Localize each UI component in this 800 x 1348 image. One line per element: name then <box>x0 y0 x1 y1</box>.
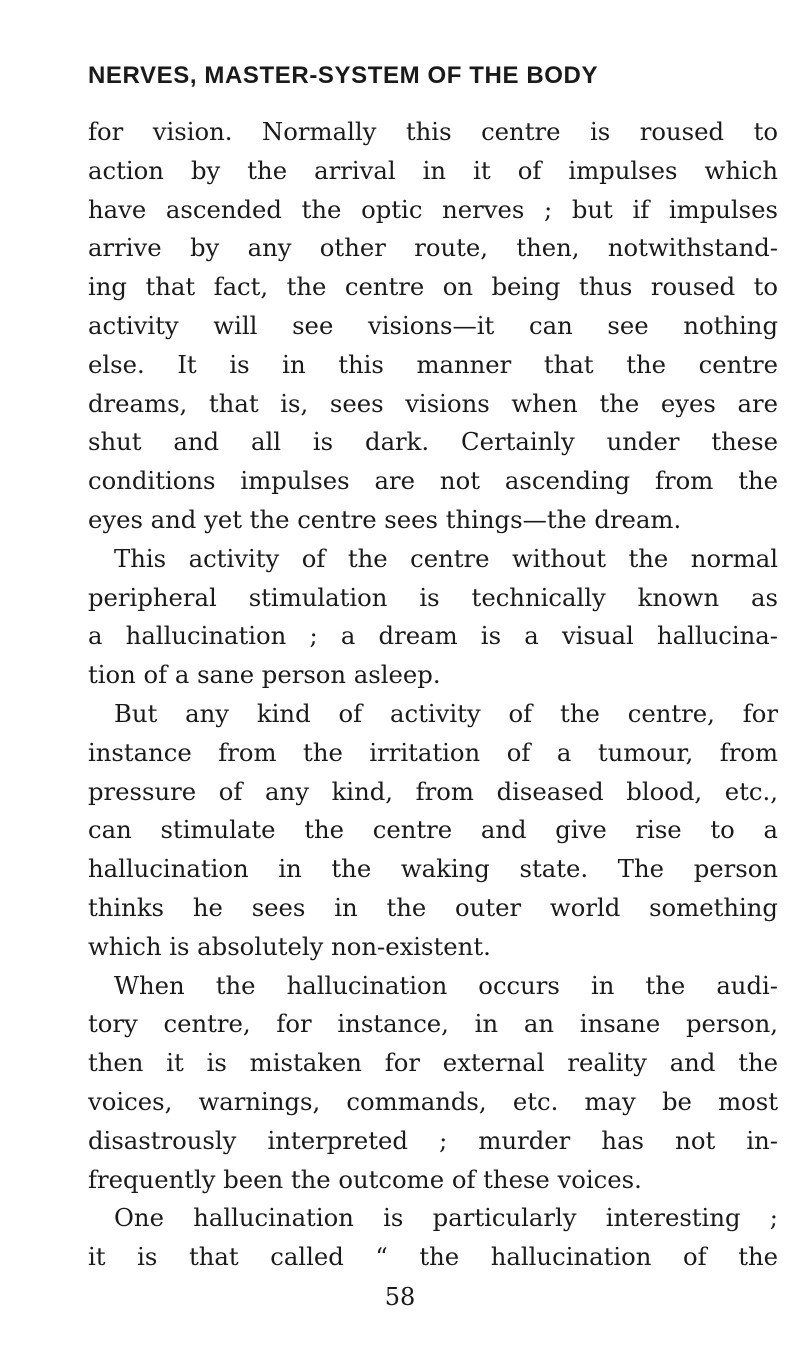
text-line: conditions impulses are not ascending from the <box>88 466 778 496</box>
text-line: hallucination in the waking state. The person <box>88 854 778 884</box>
text-line: arrive by any other route, then, notwithstand- <box>88 233 778 263</box>
text-line: which is absolutely non-existent. <box>88 931 491 961</box>
text-line: tory centre, for instance, in an insane person, <box>88 1009 778 1039</box>
text-line: then it is mistaken for external reality and the <box>88 1048 778 1078</box>
text-line: dreams, that is, sees visions when the eyes are <box>88 388 778 418</box>
text-line: thinks he sees in the outer world something <box>88 892 778 922</box>
text-line: shut and all is dark. Certainly under these <box>88 427 778 457</box>
text-line: eyes and yet the centre sees things—the dream. <box>88 504 682 534</box>
text-line: activity will see visions—it can see nothing <box>88 310 778 340</box>
text-line: frequently been the outcome of these voices. <box>88 1164 642 1194</box>
text-line: voices, warnings, commands, etc. may be most <box>88 1086 778 1116</box>
text-line: a hallucination ; a dream is a visual hallucina- <box>88 621 778 651</box>
text-line: for vision. Normally this centre is roused to <box>88 117 778 146</box>
text-line: One hallucination is particularly interesting ; <box>114 1203 778 1233</box>
text-line: ing that fact, the centre on being thus roused to <box>88 272 778 302</box>
text-line: instance from the irritation of a tumour, from <box>88 737 778 767</box>
page-number: 58 <box>384 1283 416 1311</box>
text-line: disastrously interpreted ; murder has not in- <box>88 1125 778 1155</box>
text-line: have ascended the optic nerves ; but if impulses <box>88 194 778 224</box>
text-line: When the hallucination occurs in the audi- <box>114 970 778 1000</box>
text-line: else. It is in this manner that the centre <box>88 349 778 379</box>
text-line: can stimulate the centre and give rise to a <box>88 815 778 845</box>
text-line: But any kind of activity of the centre, for <box>114 698 778 728</box>
running-title: NERVES, MASTER-SYSTEM OF THE BODY <box>88 62 599 89</box>
text-line: peripheral stimulation is technically known as <box>88 582 778 612</box>
text-line: This activity of the centre without the normal <box>114 543 778 573</box>
body-text <box>88 113 778 1277</box>
text-line: it is that called “ the hallucination of the <box>88 1242 778 1272</box>
text-line: pressure of any kind, from diseased blood, etc., <box>88 776 778 806</box>
text-line: tion of a sane person asleep. <box>88 660 441 690</box>
text-line: action by the arrival in it of impulses which <box>88 155 778 185</box>
